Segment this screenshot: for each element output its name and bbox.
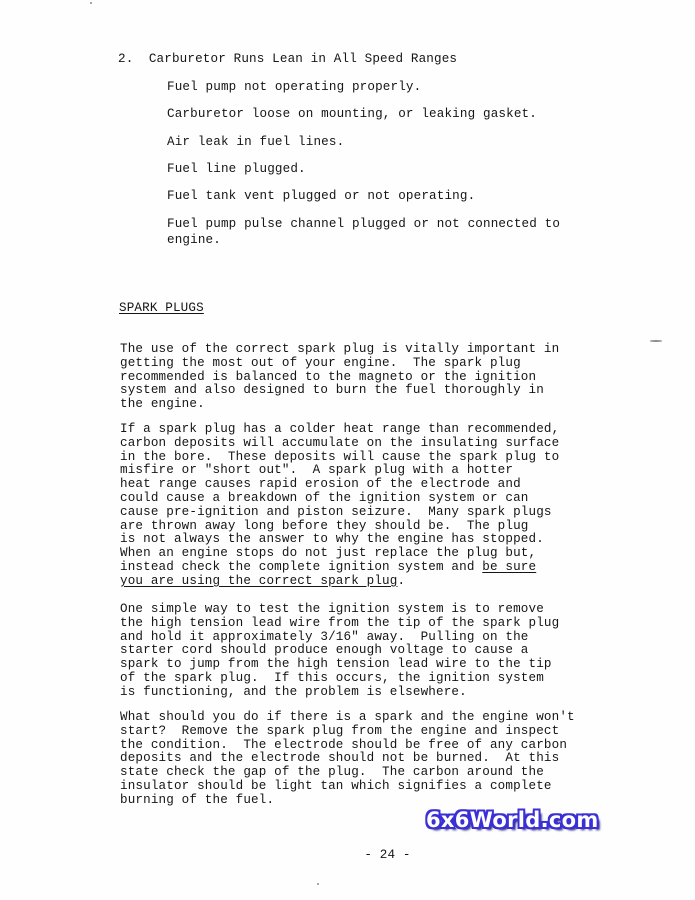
paragraph-spark-no-start [120, 711, 600, 808]
text-line: What should you do if there is a spark and the engine won't [120, 710, 575, 724]
cause-item: Fuel pump pulse channel plugged or not connected to [167, 217, 561, 231]
text-line: start? Remove the spark plug from the engine and inspect [120, 723, 560, 738]
cause-item: Fuel tank vent plugged or not operating. [167, 189, 476, 203]
text-fragment: instead check the complete ignition system and [120, 559, 475, 574]
text-line: the engine. [120, 397, 205, 412]
text-line: If a spark plug has a colder heat range than recommended, [120, 422, 560, 436]
text-line: of the spark plug. If this occurs, the ignition system [120, 670, 544, 685]
text-line: carbon deposits will accumulate on the insulating surface [120, 435, 560, 450]
text-line: could cause a breakdown of the ignition system or can [120, 490, 529, 505]
emphasis-correct-plug: you are using the correct spark plug [120, 573, 398, 588]
cause-item: Air leak in fuel lines. [167, 135, 345, 149]
cause-item: Fuel pump not operating properly. [167, 80, 422, 94]
text-line: One simple way to test the ignition system is to remove [120, 602, 544, 616]
text-line [120, 575, 600, 589]
text-line: heat range causes rapid erosion of the electrode and [120, 477, 521, 492]
emphasis-be-sure: be sure [482, 559, 537, 574]
text-line: recommended is balanced to the magneto or the ignition [120, 369, 537, 384]
text-line: When an engine stops do not just replace the plug but, [120, 546, 537, 561]
text-line: is functioning, and the problem is elsewhere. [120, 684, 467, 699]
spark-plugs-heading: SPARK PLUGS [119, 301, 204, 315]
cause-item-continued: engine. [167, 233, 221, 247]
page-number: - 24 - [364, 848, 411, 862]
text-line: state check the gap of the plug. The carbon around the [120, 765, 544, 780]
paragraph-heat-range [120, 423, 600, 589]
cause-item: Carburetor loose on mounting, or leaking gasket. [167, 107, 537, 121]
text-line: are thrown away long before they should be. The plug [120, 518, 529, 533]
text-line: starter cord should produce enough voltage to cause a [120, 643, 529, 658]
text-line: getting the most out of your engine. The spark plug [120, 355, 521, 370]
text-line: The use of the correct spark plug is vitally important in [120, 342, 560, 356]
text-line: is not always the answer to why the engine has stopped. [120, 532, 544, 547]
carburetor-heading: 2. Carburetor Runs Lean in All Speed Ranges [118, 52, 458, 66]
paragraph-ignition-test [120, 603, 600, 700]
watermark-logo: 6x6World.com [426, 808, 599, 832]
text-line: misfire or "short out". A spark plug with a hotter [120, 463, 514, 478]
text-line: deposits and the electrode should not be burned. At this [120, 751, 560, 766]
text-line: the condition. The electrode should be free of any carbon [120, 737, 568, 752]
text-line: and hold it approximately 3/16" away. Pulling on the [120, 629, 529, 644]
text-line [120, 561, 600, 575]
text-line: in the bore. These deposits will cause the spark plug to [120, 449, 560, 464]
scan-speck [650, 340, 662, 342]
paragraph-correct-plug [120, 343, 600, 412]
text-line: system and also designed to burn the fuel thoroughly in [120, 383, 544, 398]
text-line: cause pre-ignition and piston seizure. Many spark plugs [120, 504, 552, 519]
text-line: insulator should be light tan which signifies a complete [120, 778, 552, 793]
text-line: the high tension lead wire from the tip of the spark plug [120, 615, 560, 630]
text-line: burning of the fuel. [120, 792, 275, 807]
scan-speck [317, 883, 319, 885]
scan-speck [90, 2, 92, 4]
text-fragment: . [397, 573, 406, 588]
cause-item: Fuel line plugged. [167, 162, 306, 176]
text-line: spark to jump from the high tension lead wire to the tip [120, 657, 552, 672]
